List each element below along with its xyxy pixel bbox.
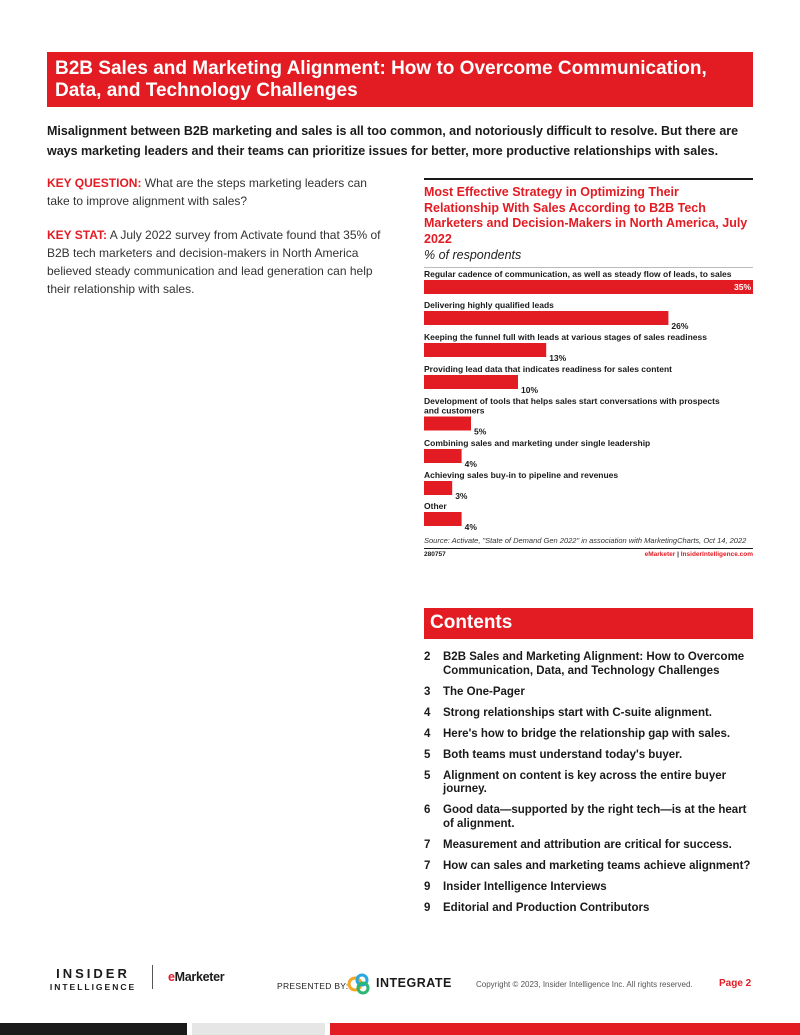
chart-source: Source: Activate, "State of Demand Gen 2022" in association with MarketingCharts, Oct 14, 2022 bbox=[424, 536, 747, 545]
key-question bbox=[47, 174, 382, 210]
bar-category-label: Development of tools that helps sales start conversations with prospects and customers bbox=[424, 396, 720, 416]
bar-category-label: Other bbox=[424, 501, 447, 511]
toc-page-number: 2 bbox=[424, 651, 431, 663]
toc-page-number: 5 bbox=[424, 748, 431, 761]
toc-item-title: The One-Pager bbox=[443, 685, 525, 698]
bar-value-label: 4% bbox=[464, 522, 477, 530]
integrate-logo-text: INTEGRATE bbox=[376, 976, 452, 990]
bar-chart-svg bbox=[424, 268, 753, 530]
toc-page-number: 9 bbox=[424, 901, 431, 914]
toc-page-number: 4 bbox=[424, 706, 431, 719]
chart-title: Most Effective Strategy in Optimizing Their Relationship With Sales According to B2B Tech Marketers and Decision-Makers in North America, July 2022 bbox=[424, 185, 748, 246]
insider-intelligence-logo bbox=[47, 966, 139, 992]
bar-value-label: 10% bbox=[521, 385, 539, 395]
presented-by-label: PRESENTED BY: bbox=[277, 981, 349, 991]
chart-subtitle: % of respondents bbox=[424, 248, 522, 262]
key-stat-text: A July 2022 survey from Activate found that 35% of B2B tech marketers and decision-makers in North America believed steady communication and lead generation can help their relationship with sales. bbox=[47, 228, 381, 296]
chart-top-rule bbox=[424, 178, 753, 180]
toc-item[interactable] bbox=[424, 860, 753, 874]
toc-item[interactable] bbox=[424, 728, 753, 742]
toc-item-title: How can sales and marketing teams achieve alignment? bbox=[443, 859, 751, 872]
toc-item[interactable] bbox=[424, 749, 753, 763]
contents-heading: Contents bbox=[424, 608, 753, 639]
bar-category-label: Regular cadence of communication, as well as steady flow of leads, to sales bbox=[424, 269, 732, 279]
strip-red bbox=[330, 1023, 800, 1035]
bar-value-label: 4% bbox=[464, 459, 477, 469]
strip-gray bbox=[192, 1023, 325, 1035]
logo-line-2: INTELLIGENCE bbox=[49, 982, 137, 992]
chart-brand-emarketer: eMarketer bbox=[644, 551, 676, 558]
page-title: B2B Sales and Marketing Alignment: How to Overcome Communication, Data, and Technology Challenges bbox=[47, 52, 753, 107]
logo-line-1: INSIDER bbox=[56, 966, 130, 981]
emarketer-e: e bbox=[168, 970, 175, 984]
toc-item[interactable] bbox=[424, 651, 753, 678]
toc-item-title: B2B Sales and Marketing Alignment: How to Overcome Communication, Data, and Technology Challenges bbox=[443, 651, 745, 677]
bar-value-label: 3% bbox=[455, 491, 468, 501]
toc-item[interactable] bbox=[424, 686, 753, 700]
bar bbox=[424, 311, 668, 325]
toc-item-title: Editorial and Production Contributors bbox=[443, 901, 650, 914]
toc-page-number: 3 bbox=[424, 685, 431, 698]
emarketer-rest: Marketer bbox=[174, 970, 225, 984]
chart-brand-site[interactable]: InsiderIntelligence.com bbox=[680, 551, 753, 558]
toc-item-title: Measurement and attribution are critical for success. bbox=[443, 838, 732, 851]
bar-value-label: 35% bbox=[733, 282, 751, 292]
key-question-label: KEY QUESTION: bbox=[47, 176, 142, 190]
key-stat bbox=[47, 226, 382, 298]
table-of-contents bbox=[424, 651, 753, 923]
bar-category-label: Delivering highly qualified leads bbox=[424, 300, 554, 310]
toc-page-number: 7 bbox=[424, 859, 431, 872]
toc-item[interactable] bbox=[424, 804, 753, 831]
copyright: Copyright © 2023, Insider Intelligence Inc. All rights reserved. bbox=[476, 980, 693, 989]
toc-item[interactable] bbox=[424, 707, 753, 721]
logo-divider bbox=[152, 965, 153, 989]
bar bbox=[424, 280, 753, 294]
key-question-text: What are the steps marketing leaders can take to improve alignment with sales? bbox=[47, 176, 367, 208]
chart-footer-rule bbox=[424, 548, 753, 549]
bar-category-label: Keeping the funnel full with leads at various stages of sales readiness bbox=[424, 332, 707, 342]
bar-value-label: 13% bbox=[549, 353, 567, 363]
chart-footer bbox=[424, 551, 753, 558]
bar-category-label: Achieving sales buy-in to pipeline and revenues bbox=[424, 470, 619, 480]
toc-page-number: 5 bbox=[424, 769, 431, 782]
bar-chart bbox=[424, 178, 753, 558]
bar bbox=[424, 481, 452, 495]
toc-page-number: 6 bbox=[424, 804, 431, 816]
toc-item[interactable] bbox=[424, 770, 753, 797]
chart-id: 280757 bbox=[424, 551, 446, 558]
toc-item[interactable] bbox=[424, 881, 753, 895]
intro-paragraph: Misalignment between B2B marketing and sales is all too common, and notoriously difficult to resolve. But there are ways marketing leaders and their teams can prioritize issues for better, more productive relationships with sales. bbox=[47, 124, 739, 158]
bar bbox=[424, 512, 462, 526]
toc-item[interactable] bbox=[424, 839, 753, 853]
bar bbox=[424, 343, 546, 357]
chart-plot-area bbox=[424, 268, 753, 530]
bar bbox=[424, 449, 462, 463]
toc-item-title: Insider Intelligence Interviews bbox=[443, 880, 607, 893]
page-number: Page 2 bbox=[719, 978, 752, 989]
toc-page-number: 7 bbox=[424, 838, 431, 851]
bar-value-label: 5% bbox=[474, 426, 487, 437]
toc-item-title: Alignment on content is key across the entire buyer journey. bbox=[443, 769, 727, 795]
chart-brand-separator: | bbox=[675, 551, 681, 558]
key-points bbox=[47, 174, 382, 314]
emarketer-logo bbox=[168, 970, 224, 984]
toc-page-number: 4 bbox=[424, 727, 431, 740]
toc-page-number: 9 bbox=[424, 880, 431, 893]
bar bbox=[424, 375, 518, 389]
strip-black bbox=[0, 1023, 187, 1035]
toc-item[interactable] bbox=[424, 902, 753, 916]
toc-item-title: Strong relationships start with C-suite alignment. bbox=[443, 706, 712, 719]
bar bbox=[424, 417, 471, 431]
page-footer bbox=[0, 962, 800, 1002]
toc-item-title: Both teams must understand today's buyer. bbox=[443, 748, 683, 761]
toc-item-title: Good data—supported by the right tech—is at the heart of alignment. bbox=[443, 804, 747, 830]
key-stat-label: KEY STAT: bbox=[47, 228, 108, 242]
bottom-color-strip bbox=[0, 1023, 800, 1035]
bar-value-label: 26% bbox=[671, 321, 689, 331]
toc-item-title: Here's how to bridge the relationship gap with sales. bbox=[443, 727, 731, 740]
bar-category-label: Providing lead data that indicates readiness for sales content bbox=[424, 364, 672, 374]
integrate-logo-icon bbox=[347, 973, 373, 995]
bar-category-label: Combining sales and marketing under single leadership bbox=[424, 438, 651, 448]
chart-brand bbox=[645, 551, 753, 558]
